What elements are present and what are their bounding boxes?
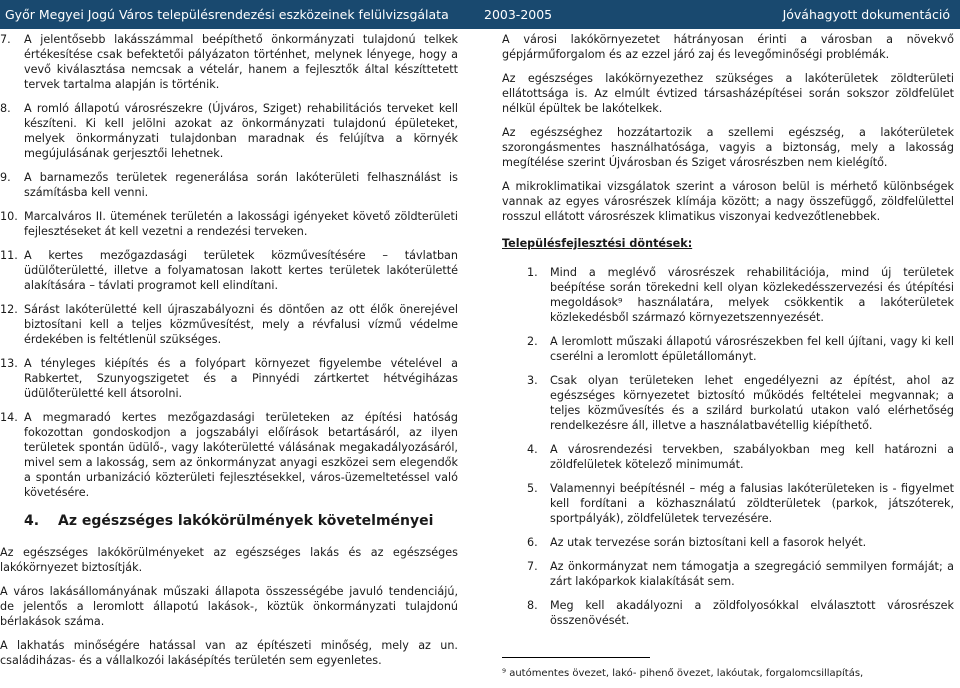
decision-item [502, 481, 954, 526]
decision-number: 1. [527, 266, 538, 279]
item-text: A barnamezős területek regenerálása során lakóterületi felhasználást is számításba kell venni. [24, 171, 458, 199]
decision-text: A városrendezési tervekben, szabályokban meg kell határozni a zöldfelületek kötelező minimumát. [550, 443, 954, 471]
section-heading [0, 514, 458, 529]
paragraph: Az egészséghez hozzátartozik a szellemi egészség, a lakóterületek szorongásmentes használhatósága, vagyis a biztonság, mely a lakosság megítélése szerint Újvárosban és Sziget városrészben nem kielégítő. [502, 126, 954, 169]
decision-number: 5. [527, 482, 538, 495]
item-text: A kertes mezőgazdasági területek közművesítésére – távlatban üdülőterületté, illetve a folyamatosan lakott kertes területek lakóterületté alakítására – távlati programot kell elindítani. [24, 249, 458, 292]
item-number: 7. [0, 33, 11, 46]
list-item [0, 101, 458, 161]
decision-text: Csak olyan területeken lehet engedélyezni az építést, ahol az egészséges környezetet biztosító működés feltételei megvannak; a teljes közművesítés és a szilárd burkolatú utakon való elérhetőség rendelkezésre áll, illetve a használatbavétellig kiépíthető. [550, 374, 954, 432]
decision-item [502, 265, 954, 325]
decision-text: A leromlott műszaki állapotú városrészekben fel kell újítani, vagy ki kell cserélni a leromlott épületállományt. [550, 335, 954, 363]
item-number: 8. [0, 102, 11, 115]
item-text: A tényleges kiépítés és a folyópart környezet figyelembe vételével a Rabkertet, Szunyogszigetet és a Pinnyédi zártkertet hétvégiházas üdülőterületté kell átsorolni. [24, 357, 458, 400]
decision-text: Az önkormányzat nem támogatja a szegregáció semmilyen formáját; a zárt lakóparkok kialakítását sem. [550, 560, 954, 588]
item-text: A jelentősebb lakásszámmal beépíthető önkormányzati tulajdonú telkek értékesítése csak befektetői pályázaton történhet, melynek lényege, hogy a vevő kiválasztása nemcsak a vételár, hanem a fejlesztők által készíttetett tervek tartalma alapján is történik. [24, 33, 458, 91]
paragraph: A lakhatás minőségére hatással van az építészeti minőség, mely az un. családiházas- és a vállalkozói lakásépítés területén sem egyenletes. [0, 639, 458, 667]
item-text: A megmaradó kertes mezőgazdasági területeken az építési hatóság fokozottan gondoskodjon a jogszabályi előírások betartásáról, az ilyen területek spontán üdülő-, vagy lakóterületté válásának megakadályozásáról, mivel sem a lakosság, sem az önkormányzat anyagi eszközei sem elegendők a spontán urbanizáció közterületi fejlesztésekkel, város-üzemeltetéssel való követésére. [24, 411, 458, 499]
section-number: 4. [24, 513, 40, 529]
paragraph: Az egészséges lakókörülményeket az egészséges lakás és az egészséges lakókörnyezet biztosítják. [0, 546, 458, 574]
decision-item [502, 598, 954, 628]
document-title: Győr Megyei Jogú Város településrendezési eszközeinek felülvizsgálata [5, 7, 449, 22]
item-text: Marcalváros II. ütemének területén a lakossági igényeket követő zöldterületi fejlesztéseket át kell vezetni a rendezési terveken. [24, 210, 458, 238]
footnote-divider [502, 657, 650, 658]
list-item [0, 248, 458, 293]
decision-text: Az utak tervezése során biztosítani kell a fasorok helyét. [550, 536, 867, 549]
decision-number: 7. [527, 560, 538, 573]
list-item [0, 32, 458, 92]
item-number: 12. [0, 303, 18, 316]
decisions-subheading: Településfejlesztési döntések: [502, 237, 693, 250]
section-title: Az egészséges lakókörülmények követelményei [58, 513, 434, 529]
item-number: 10. [0, 210, 18, 223]
decision-number: 2. [527, 335, 538, 348]
decision-text: Valamennyi beépítésnél – még a falusias lakóterületeken is - figyelmet kell fordítani a közhasználatú zöldterületek (parkok, játszóterek, sportpályák), zöldfelületek tervezésére. [550, 482, 954, 525]
list-item [0, 410, 458, 500]
decision-item [502, 535, 954, 550]
decision-item [502, 334, 954, 364]
decision-item [502, 373, 954, 433]
left-column [0, 32, 458, 677]
decision-item [502, 442, 954, 472]
paragraph: A városi lakókörnyezetet hátrányosan érinti a városban a növekvő gépjárműforgalom és az ezzel járó zaj és levegőminőségi problémák. [502, 33, 954, 61]
item-number: 11. [0, 249, 18, 262]
page-header [0, 0, 960, 29]
item-number: 13. [0, 357, 18, 370]
decision-number: 4. [527, 443, 538, 456]
item-text: A romló állapotú városrészekre (Újváros, Sziget) rehabilitációs terveket kell készíteni. Ki kell jelölni azokat az önkormányzati tulajdonú épületeket, melyek önkormányzati tulajdonban maradnak és felújítva a környék megújulásának gerjesztői lehetnek. [24, 102, 458, 160]
decision-number: 3. [527, 374, 538, 387]
paragraph: A város lakásállományának műszaki állapota összességébe javuló tendenciájú, de jelentős a leromlott állapotú lakások-, köztük önkormányzati tulajdonú bérlakások száma. [0, 585, 458, 628]
document-years: 2003-2005 [484, 7, 553, 22]
decision-number: 8. [527, 599, 538, 612]
list-item [0, 302, 458, 347]
list-item [0, 209, 458, 239]
footnote: ⁹ autómentes övezet, lakó- pihenő övezet, lakóutak, forgalomcsillapítás, [502, 668, 864, 679]
list-item [0, 170, 458, 200]
paragraph: A mikroklimatikai vizsgálatok szerint a városon belül is mérhető különbségek vannak az egyes városrészek klímája között; a nagy összefüggő, zöldfelülettel rosszul ellátott városrészek klimatikus viszonyai kedvezőtlenebbek. [502, 180, 954, 223]
decision-text: Meg kell akadályozni a zöldfolyosókkal elválasztott városrészek összenövését. [550, 599, 954, 627]
decision-number: 6. [527, 536, 538, 549]
decision-text: Mind a meglévő városrészek rehabilitációja, mind új területek beépítése során törekedni kell olyan közlekedésszervezési és útépítési megoldások⁹ használatára, melyek csökkentik a lakóterületek közlekedésből származó környezetszennyezését. [550, 266, 954, 324]
right-column [502, 32, 954, 637]
list-item [0, 356, 458, 401]
item-number: 9. [0, 171, 11, 184]
item-number: 14. [0, 411, 18, 424]
paragraph: Az egészséges lakókörnyezethez szükséges a lakóterületek zöldterületi ellátottsága is. Az elmúlt évtized társasházépítései során sokszor zöldfelület nélkül épültek be lakótelkek. [502, 72, 954, 115]
decision-item [502, 559, 954, 589]
document-status: Jóváhagyott dokumentáció [782, 7, 950, 22]
item-text: Sárást lakóterületté kell újraszabályozni és döntően az ott élők önerejével biztosítani kell a teljes közművesítést, mely a révfalusi vízmű védelme érdekében is feltétlenül szükséges. [24, 303, 458, 346]
